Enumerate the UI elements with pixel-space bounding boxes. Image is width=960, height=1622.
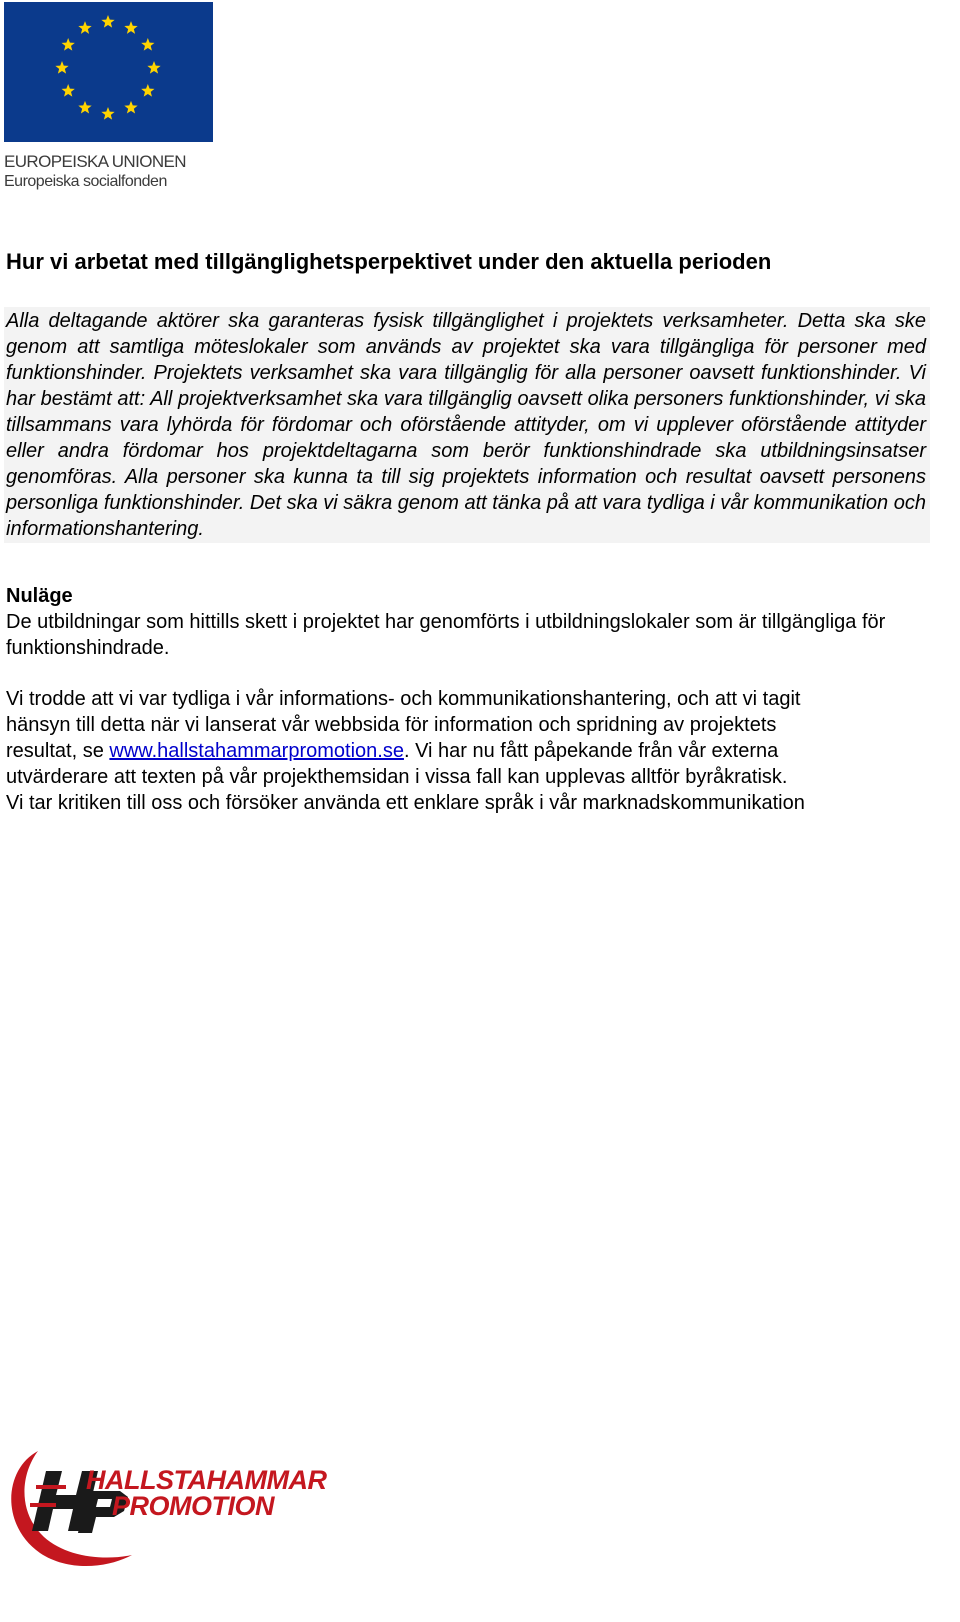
eu-logo-subtitle: Europeiska socialfonden [4, 173, 167, 190]
eu-stars [4, 2, 213, 142]
intro-block [4, 307, 930, 543]
eu-star-icon [78, 101, 91, 114]
status-paragraph-2-line-3-after: . Vi har nu fått påpekande från vår externa [403, 740, 779, 762]
eu-star-icon [141, 38, 154, 51]
status-paragraph-2-line-3-before: resultat, se [6, 740, 110, 762]
eu-star-icon [147, 61, 160, 74]
status-paragraph-2 [6, 686, 926, 816]
eu-star-icon [101, 15, 114, 28]
hallstahammar-promotion-logo [0, 1445, 340, 1570]
eu-logo [4, 2, 216, 192]
status-paragraph-2-line-4: utvärderare att texten på vår projekthemsidan i vissa fall kan upplevas alltför byråkratisk. [6, 766, 788, 788]
status-paragraph-2-line-1: Vi trodde att vi var tydliga i vår informations- och kommunikationshantering, och att vi tagit [6, 688, 801, 710]
eu-star-icon [62, 84, 75, 97]
page-heading: Hur vi arbetat med tillgänglighetsperpektivet under den aktuella perioden [6, 249, 772, 274]
status-paragraph-2-line-3 [6, 738, 926, 764]
eu-star-icon [124, 101, 137, 114]
hp-logo-line-2: PROMOTION [112, 1491, 274, 1521]
eu-star-icon [141, 84, 154, 97]
website-link[interactable]: www.hallstahammarpromotion.se [109, 740, 404, 762]
intro-paragraph: Alla deltagande aktörer ska garanteras fysisk tillgänglighet i projektets verksamheter. Detta ska ske genom att samtliga möteslokaler som används av projektet ska vara tillgängliga för personer med funktionshinder. Projektets verksamhet ska vara tillgänglig för alla personer oavsett funktionshinder. Vi har bestämt att: All projektverksamhet ska vara tillgänglig oavsett olika personers funktionshinder, vi ska tillsammans vara lyhörda för fördomar och oförstående attityder, om vi upplever oförstående attityder eller andra fördomar hos projektdeltagarna som berör funktionshindrade ska utbildningsinsatser genomföras. Alla personer ska kunna ta till sig projektets information och resultat oavsett personens personliga funktionshinder. Det ska vi säkra genom att tänka på att vara tydliga i vår kommunikation och informationshantering. [6, 310, 926, 540]
eu-logo-title: EUROPEISKA UNIONEN [4, 152, 186, 171]
eu-flag-icon [4, 2, 213, 142]
eu-star-icon [124, 21, 137, 34]
status-paragraph-1: De utbildningar som hittills skett i projektet har genomförts i utbildningslokaler som är tillgängliga för funktionshindrade. [6, 611, 886, 659]
eu-star-icon [62, 38, 75, 51]
eu-star-icon [78, 21, 91, 34]
eu-star-icon [55, 61, 68, 74]
hp-logo-line-1: HALLSTAHAMMAR [86, 1465, 327, 1495]
eu-star-icon [101, 107, 114, 120]
section-title-status: Nuläge [6, 585, 73, 607]
status-paragraph-2-line-5: Vi tar kritiken till oss och försöker använda ett enklare språk i vår marknadskommunikation [6, 792, 805, 814]
status-paragraph-2-line-2: hänsyn till detta när vi lanserat vår webbsida för information och spridning av projektets [6, 714, 777, 736]
